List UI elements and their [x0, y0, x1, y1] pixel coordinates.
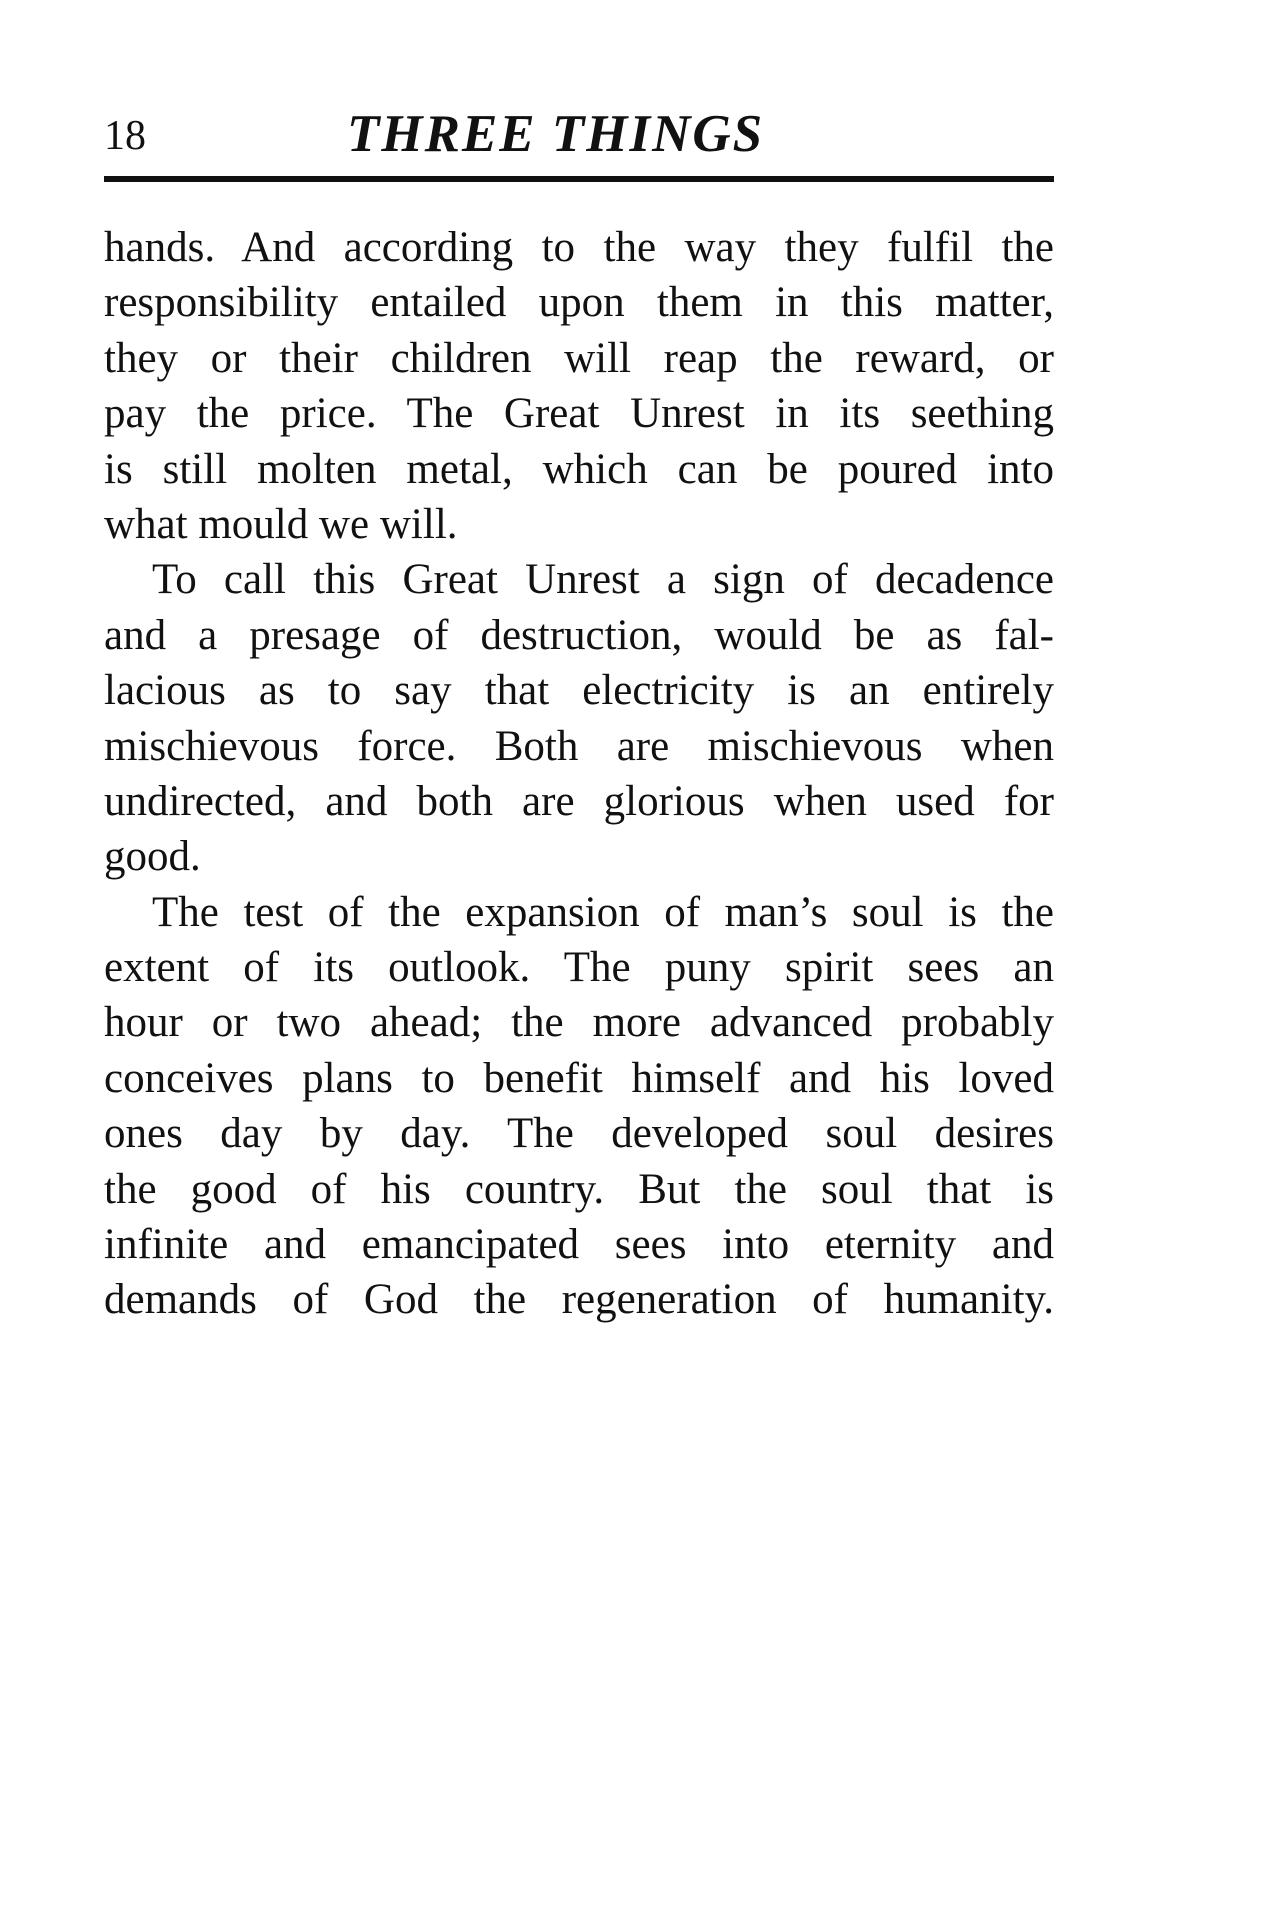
text-line: ones day by day. The developed soul desires: [104, 1110, 1054, 1158]
text-line: responsibility entailed upon them in this matter,: [104, 279, 1054, 327]
text-line: conceives plans to benefit himself and his loved: [104, 1054, 1054, 1102]
running-title: THREE THINGS: [347, 105, 765, 163]
text-line: infinite and emancipated sees into eternity and: [104, 1221, 1054, 1269]
text-line: and a presage of destruction, would be as fal-: [104, 611, 1054, 659]
text-line: demands of God the regeneration of humanity.: [104, 1276, 1054, 1324]
page-number: 18: [104, 113, 146, 159]
header-rule: [104, 176, 1054, 182]
text-line: hands. And according to the way they fulfil the: [104, 224, 1054, 271]
text-line: The test of the expansion of man’s soul is the: [152, 888, 1054, 936]
text-line: what mould we will.: [104, 500, 458, 548]
text-line: undirected, and both are glorious when used for: [104, 777, 1054, 825]
body-text: [104, 220, 1054, 1328]
text-line: extent of its outlook. The puny spirit sees an: [104, 944, 1054, 992]
text-line: good.: [104, 833, 201, 881]
text-line: To call this Great Unrest a sign of decadence: [152, 556, 1054, 604]
text-line: hour or two ahead; the more advanced probably: [104, 999, 1054, 1047]
text-line: mischievous force. Both are mischievous when: [104, 722, 1054, 770]
text-line: pay the price. The Great Unrest in its seething: [104, 390, 1054, 438]
text-line: is still molten metal, which can be poured into: [104, 445, 1054, 493]
text-line: the good of his country. But the soul that is: [104, 1165, 1054, 1213]
text-line: they or their children will reap the reward, or: [104, 334, 1054, 382]
text-line: lacious as to say that electricity is an entirely: [104, 667, 1054, 715]
running-head: [104, 105, 1054, 165]
